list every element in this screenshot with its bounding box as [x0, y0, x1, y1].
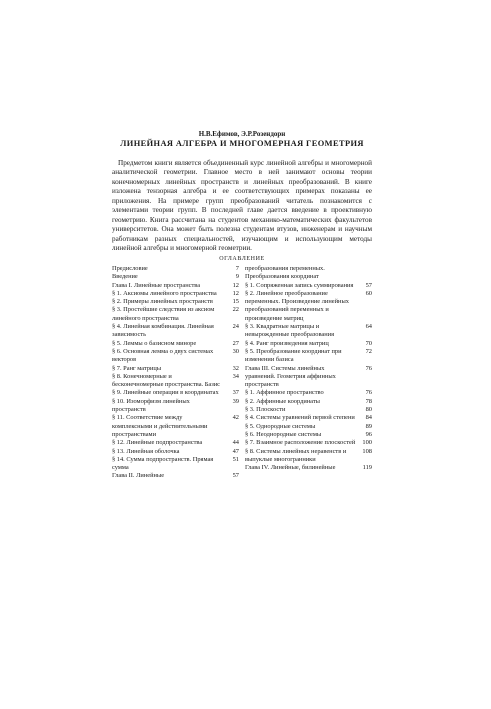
toc-entry — [245, 389, 372, 397]
toc-entry-page: 34 — [232, 372, 239, 380]
document-page — [112, 110, 372, 670]
toc-entry-title: § 4. Ранг произведения матриц — [245, 339, 329, 347]
toc-entry-page: 76 — [365, 364, 372, 372]
toc-entry-title: § 5. Леммы о базисном миноре — [112, 339, 197, 347]
toc-entry-page: 15 — [232, 298, 239, 306]
toc-entry-page: 76 — [365, 389, 372, 397]
toc-entry-page: 60 — [365, 289, 372, 297]
toc-entry-page: 51 — [232, 455, 239, 463]
toc-entry-page: 32 — [232, 364, 239, 372]
toc-entry-title: § 6. Основная лемма о двух системах векторов — [112, 347, 214, 364]
toc-entry — [245, 431, 372, 439]
toc-entry-title: § 1. Сопряженная запись суммирования — [245, 281, 354, 289]
toc-entry-page: 119 — [362, 464, 372, 472]
toc-entry — [245, 323, 372, 340]
toc-entry-title: Глава II. Линейные — [112, 472, 165, 480]
toc-entry — [245, 282, 372, 290]
toc-entry-page: 70 — [365, 339, 372, 347]
toc-entry — [245, 464, 372, 472]
toc-entry-title: § 8. Конечномерные и бесконечномерные пространства. Базис — [112, 372, 221, 389]
book-header — [112, 130, 372, 149]
toc-left-column — [112, 265, 239, 481]
toc-entry — [112, 472, 239, 480]
book-title: ЛИНЕЙНАЯ АЛГЕБРА И МНОГОМЕРНАЯ ГЕОМЕТРИЯ — [120, 139, 364, 148]
toc-entry — [245, 448, 372, 465]
toc-entry — [112, 340, 239, 348]
toc-entry-title: § 7. Ранг матрицы — [112, 364, 162, 372]
toc-entry-page: 22 — [232, 306, 239, 314]
toc-entry — [112, 414, 239, 439]
toc-entry-page: 72 — [365, 347, 372, 355]
toc-entry-page: 78 — [365, 397, 372, 405]
toc-entry-title: § 6. Неоднородные системы — [245, 430, 322, 438]
abstract-text: Предметом книги является объединенный курс линейной алгебры и многомерной аналитической геометрии. Главное место в ней занимают основы теории конечномерных линейных пространств и линейных преобразований. В книге изложена тензорная алгебра и ее соответствующих примерах показаны ее приложения. На примере групп преобразований читатель познакомится с элементами теории групп. В последней главе дается введение в проективную геометрию. Книга рассчитана на студентов механико-математических факультетов университетов. Она может быть полезна студентам втузов, инженерам и научным работникам разных специальностей, изучающим и использующим методы линейной алгебры и многомерной геометрии. — [112, 159, 372, 253]
toc-entry — [112, 456, 239, 473]
toc-entry — [112, 298, 239, 306]
toc-entry — [112, 290, 239, 298]
toc-entry — [112, 306, 239, 323]
toc-entry-page: 12 — [232, 289, 239, 297]
toc-entry-title: Глава IV. Линейные, билинейные — [245, 464, 336, 472]
toc-entry-page: 12 — [232, 281, 239, 289]
contents-heading: ОГЛАВЛЕНИЕ — [219, 256, 265, 262]
toc-entry-title: Глава I. Линейные пространства — [112, 281, 201, 289]
toc-entry-title: Предисловие — [112, 265, 148, 272]
toc-entry — [112, 348, 239, 365]
toc-entry-title: § 11. Соответствие между комплексными и действительными пространствами — [112, 414, 208, 438]
authors: Н.В.Ефимов, Э.Р.Розендорн — [198, 130, 286, 138]
toc-entry-title: § 5. Преобразование координат при изменении базиса — [245, 347, 342, 364]
toc-entry-title: § 4. Линейная комбинация. Линейная зависимость — [112, 323, 214, 339]
toc-entry-page: 47 — [232, 447, 239, 455]
toc-entry-title: § 2. Аффинные координаты — [245, 397, 320, 405]
toc-entry-title: § 13. Линейная оболочка — [112, 447, 180, 455]
toc-entry-title: Глава III. Системы линейных уравнений. Геометрия аффинных пространств — [245, 364, 336, 389]
toc-entry — [112, 282, 239, 290]
toc-entry-title: § 4. Системы уравнений первой степени — [245, 414, 355, 422]
toc-entry-title: § 3. Квадратные матрицы и невырожденные преобразования — [245, 323, 335, 339]
toc-entry — [112, 265, 239, 273]
toc-entry-title: § 1. Аффинное пространство — [245, 389, 324, 397]
toc-entry-page: 57 — [365, 281, 372, 289]
toc-entry-title: § 10. Изоморфизм линейных пространств — [112, 397, 190, 414]
toc-entry-title: § 2. Примеры линейных пространств — [112, 298, 213, 306]
toc-entry-title: § 3. Простейшие следствия из аксиом линейного пространства — [112, 306, 215, 322]
toc-entry-title: § 7. Взаимное расположение плоскостей — [245, 439, 356, 447]
toc-entry — [245, 406, 372, 414]
toc-entry — [112, 398, 239, 415]
toc-entry-page: 24 — [232, 323, 239, 331]
toc-entry-page: 42 — [232, 414, 239, 422]
toc-entry-title: § 8. Системы линейных неравенств и выпуклые многогранники — [245, 447, 347, 463]
toc-entry-page: 64 — [365, 323, 372, 331]
toc-entry-page: 7 — [235, 265, 239, 272]
toc-entry — [245, 423, 372, 431]
toc-entry-title: § 1. Аксиомы линейного пространства — [112, 289, 217, 297]
toc-entry-page: 37 — [232, 389, 239, 397]
toc-entry-page: 44 — [232, 439, 239, 447]
toc-entry-page: 89 — [365, 422, 372, 430]
toc-entry — [245, 365, 372, 390]
toc-entry-page — [358, 265, 372, 282]
toc-entry-title: § 12. Линейные подпространства — [112, 439, 203, 447]
toc-entry-page: 108 — [362, 447, 372, 455]
toc-entry-title: Введение — [112, 273, 138, 281]
toc-entry — [112, 365, 239, 373]
toc-entry-title: преобразования переменных. Преобразования координат — [245, 265, 325, 281]
toc-entry-page: 27 — [232, 339, 239, 347]
toc-entry — [245, 290, 372, 323]
toc-entry — [112, 448, 239, 456]
toc-entry-page: 30 — [232, 347, 239, 355]
abstract — [112, 159, 372, 254]
toc-entry — [245, 348, 372, 365]
toc-entry-title: § 9. Линейные операции в координатах — [112, 389, 219, 397]
toc-entry — [245, 439, 372, 447]
toc-entry — [245, 340, 372, 348]
toc-entry — [112, 439, 239, 447]
toc-entry — [112, 389, 239, 397]
toc-entry-page: 9 — [235, 273, 239, 281]
toc-entry — [112, 373, 239, 390]
toc-entry-title: § 3. Плоскости — [245, 406, 286, 414]
toc-entry — [112, 273, 239, 281]
toc-entry-page: 100 — [362, 439, 372, 447]
toc-entry-title: § 14. Сумма подпространств. Прямая сумма — [112, 455, 214, 472]
toc-entry-title: § 5. Однородные системы — [245, 422, 316, 430]
toc-entry — [112, 323, 239, 340]
toc-right-column — [245, 265, 372, 472]
toc-entry-page: 80 — [365, 406, 372, 414]
toc-entry — [245, 265, 372, 282]
toc-entry-page: 84 — [365, 414, 372, 422]
toc-entry-page: 57 — [232, 472, 239, 480]
toc-entry — [245, 398, 372, 406]
toc-entry-title: § 2. Линейное преобразование переменных. Произведение линейных преобразований переменных и произведение матриц — [245, 289, 349, 322]
toc-entry-page: 96 — [365, 430, 372, 438]
toc-entry — [245, 414, 372, 422]
toc-entry-page: 39 — [232, 397, 239, 405]
